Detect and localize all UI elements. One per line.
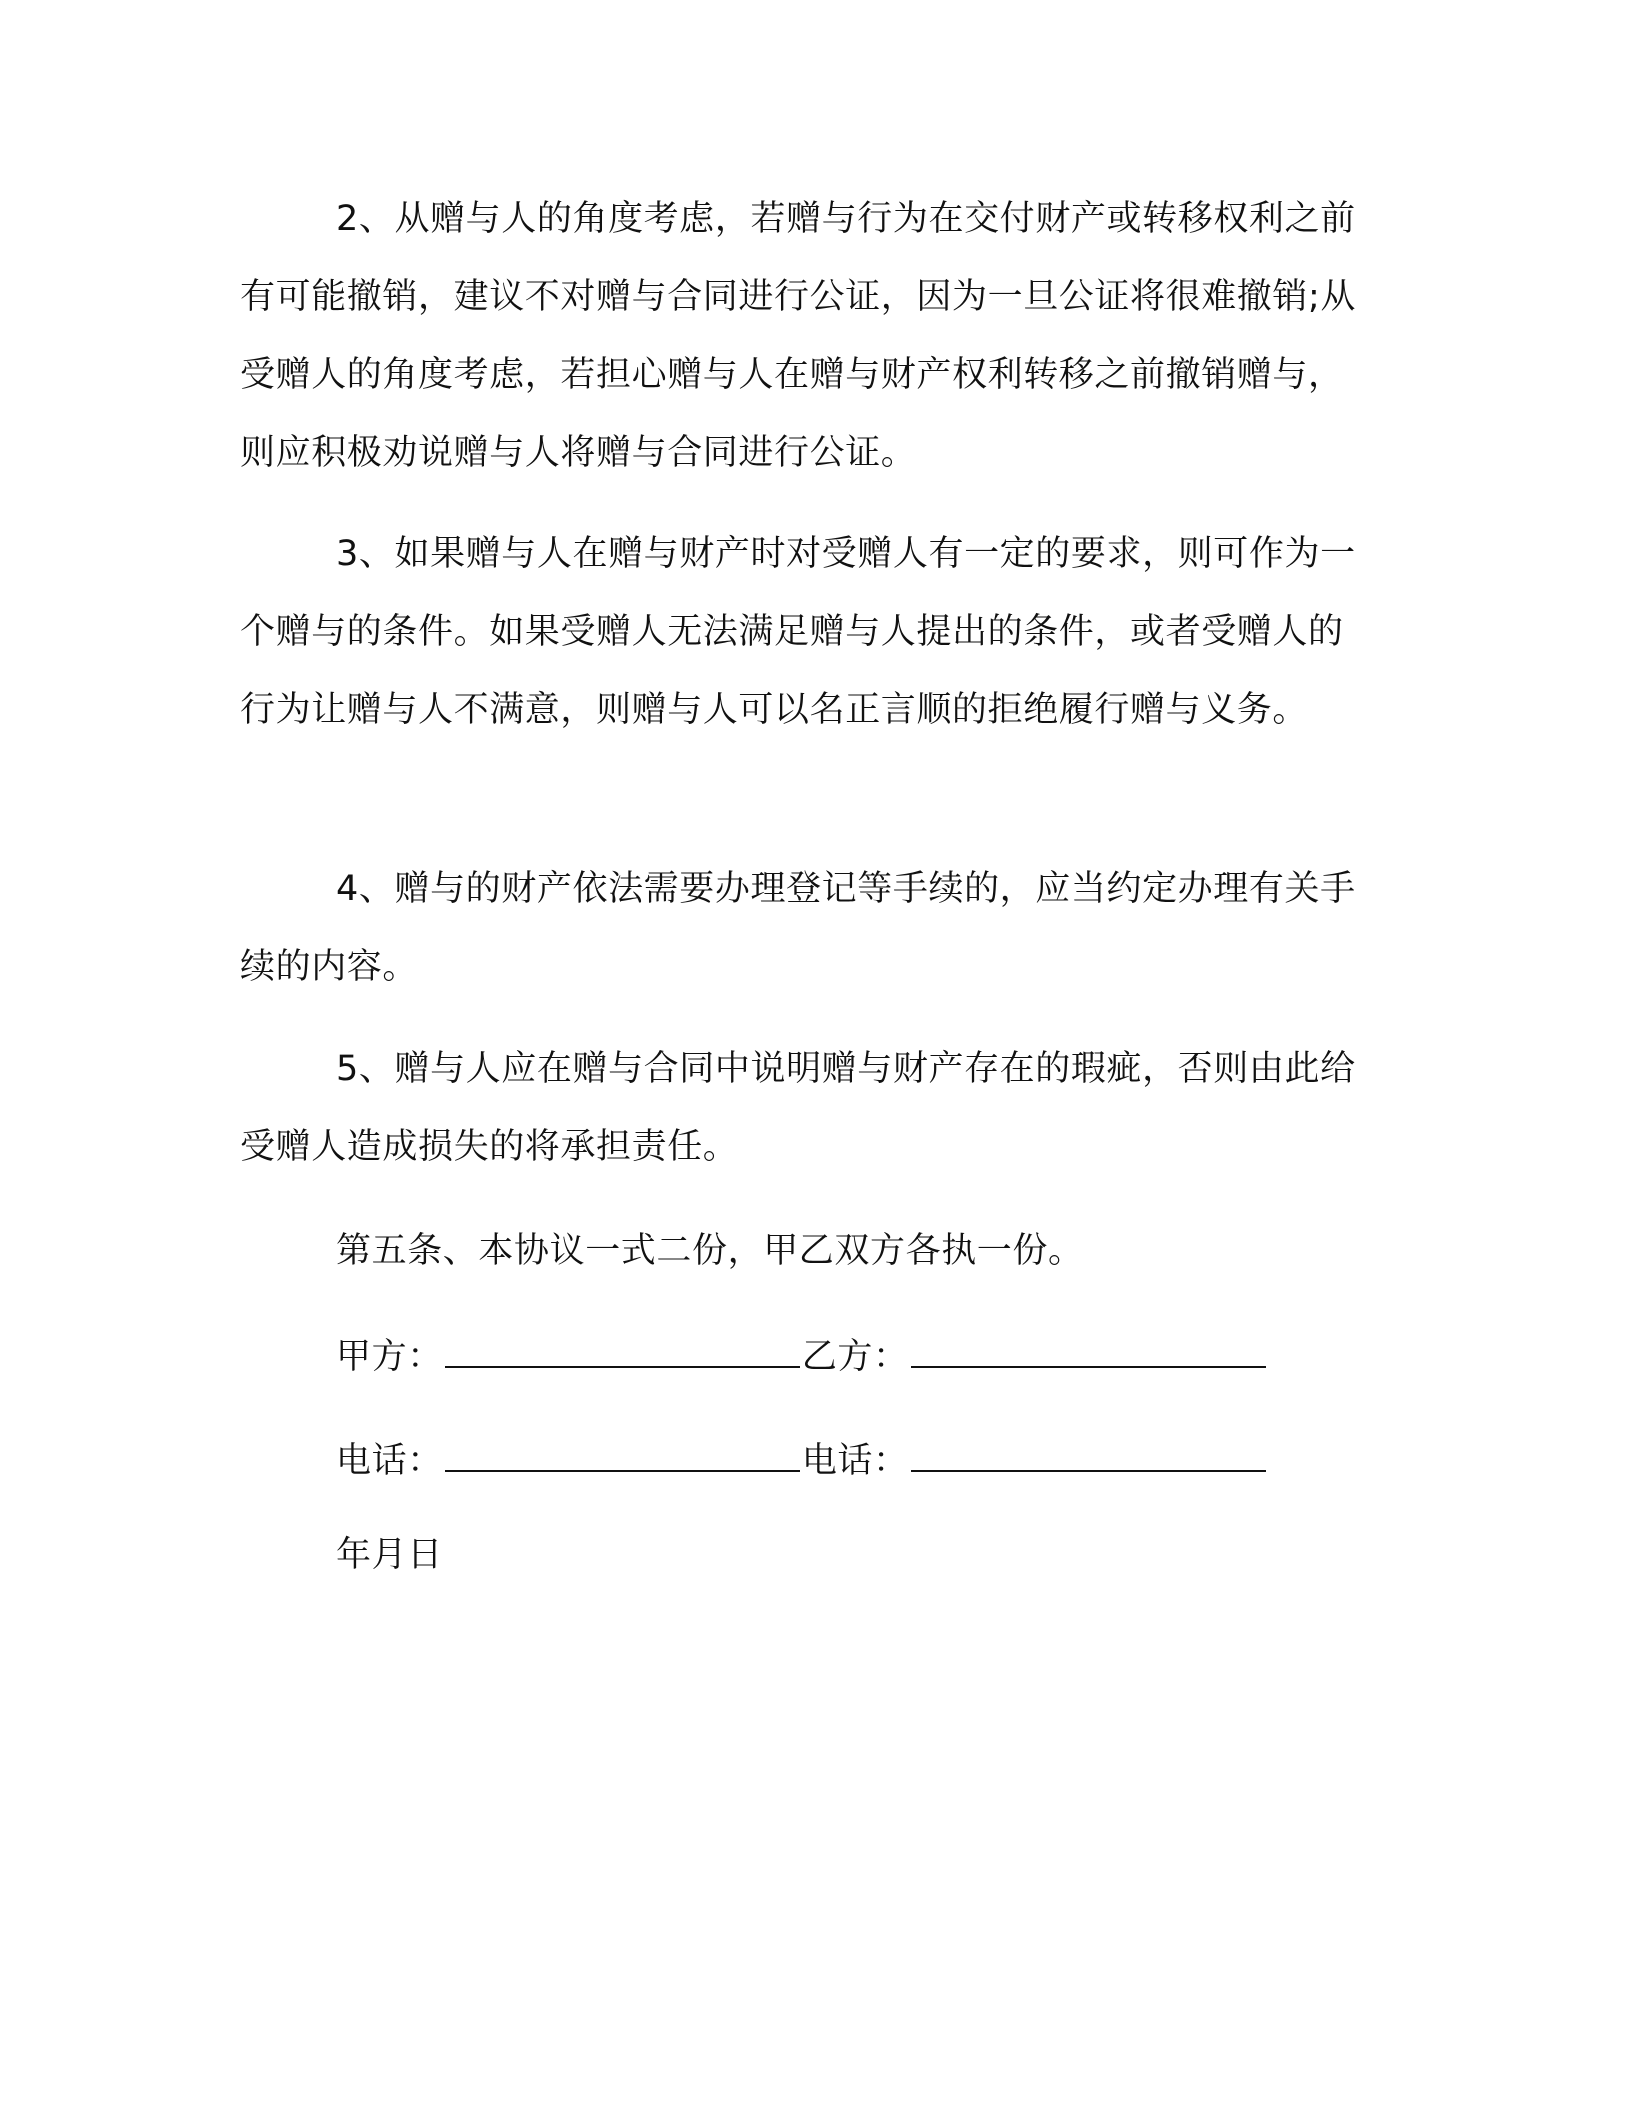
clause-2-paragraph: 2、从赠与人的角度考虑，若赠与行为在交付财产或转移权利之前有可能撤销，建议不对赠与合同进行公证，因为一旦公证将很难撤销;从受赠人的角度考虑，若担心赠与人在赠与财产权利转移之前撤销赠与，则应积极劝说赠与人将赠与合同进行公证。 xyxy=(240,199,1356,473)
clause-5-paragraph: 5、赠与人应在赠与合同中说明赠与财产存在的瑕疵，否则由此给受赠人造成损失的将承担责任。 xyxy=(240,1049,1356,1167)
phone-b-blank xyxy=(911,1438,1266,1472)
phone-signature-row xyxy=(336,1422,1268,1500)
party-b-blank xyxy=(911,1334,1266,1368)
article-5-text: 第五条、本协议一式二份，甲乙双方各执一份。 xyxy=(336,1231,1084,1271)
party-a-blank xyxy=(445,1334,800,1368)
clause-4-paragraph: 4、赠与的财产依法需要办理登记等手续的，应当约定办理有关手续的内容。 xyxy=(240,869,1356,987)
date-line: 年月日 xyxy=(336,1535,443,1575)
clause-3-paragraph: 3、如果赠与人在赠与财产时对受赠人有一定的要求，则可作为一个赠与的条件。如果受赠人无法满足赠与人提出的条件，或者受赠人的行为让赠与人不满意，则赠与人可以名正言顺的拒绝履行赠与义务。 xyxy=(240,534,1356,730)
party-a-label: 甲方： xyxy=(336,1337,443,1377)
phone-a-blank xyxy=(445,1438,800,1472)
phone-b-label: 电话： xyxy=(801,1441,909,1481)
party-signature-row xyxy=(336,1318,1268,1396)
party-b-label: 乙方： xyxy=(801,1337,909,1377)
phone-a-label: 电话： xyxy=(336,1441,443,1481)
